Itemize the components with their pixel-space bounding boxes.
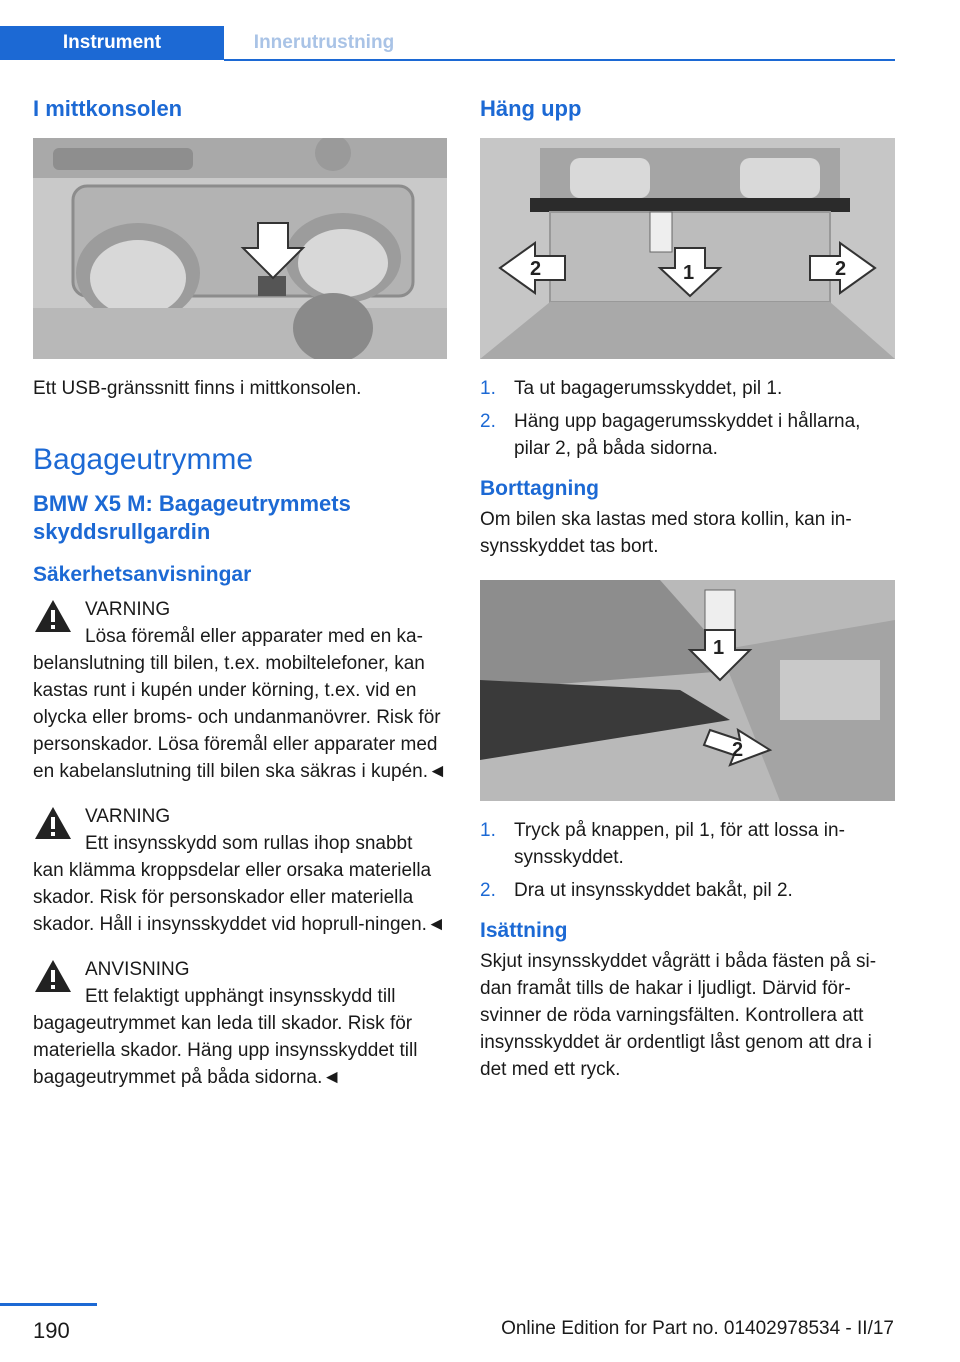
warning-text: belanslutning till bilen, t.ex. mobiltelefoner, kan kastas runt i kupén under körning, t.ex. vid en olycka eller broms- och undanmanövrer. Risk för personskador. Lösa föremål eller apparater med en kabelanslutning till bilen ska säkras i kupén.◄ (33, 653, 447, 782)
page-number: 190 (33, 1318, 70, 1343)
console-heading: I mittkonsolen (33, 96, 183, 121)
left-column (33, 96, 447, 1109)
remove-text: Om bilen ska lastas med stora kollin, kan in-synsskyddet tas bort. (480, 509, 852, 557)
notice-block (33, 956, 447, 1091)
console-usb-figure (33, 138, 447, 359)
tab-instrument[interactable]: Instrument (0, 26, 224, 60)
warning-label: VARNING (85, 806, 171, 827)
tab-innerutrustning[interactable]: Innerutrustning (253, 32, 395, 53)
console-text: Ett USB-gränssnitt finns i mittkonsolen. (33, 378, 362, 399)
right-column (480, 96, 895, 1083)
warning-triangle-icon (33, 805, 73, 841)
notice-label: ANVISNING (85, 959, 190, 980)
footer-rule (0, 1303, 97, 1306)
notice-text-first: Ett felaktigt upphängt insynsskydd till (85, 986, 396, 1007)
warning-label: VARNING (85, 599, 171, 620)
warning-text-first: Lösa föremål eller apparater med en ka- (85, 626, 423, 647)
warning-triangle-icon (33, 598, 73, 634)
remove-steps (480, 817, 895, 904)
fig-arrow-label: 1 (713, 637, 725, 659)
hang-steps (480, 375, 895, 462)
warning-text-first: Ett insynsskydd som rullas ihop snabbt (85, 833, 413, 854)
edition-note: Online Edition for Part no. 01402978534 - II/17 (501, 1318, 894, 1339)
list-item: 1. Ta ut bagagerumsskyddet, pil 1. (480, 378, 783, 399)
list-item: 2. Dra ut insynsskyddet bakåt, pil 2. (480, 880, 793, 901)
warning-block (33, 803, 447, 938)
insert-heading: Isättning (480, 919, 568, 942)
notice-text: bagageutrymmet kan leda till skador. Risk för materiella skador. Häng upp insynsskyddet till bagageutrymmet på båda sidorna.◄ (33, 1013, 418, 1088)
remove-cover-figure (480, 580, 895, 801)
fig-arrow-label: 2 (530, 258, 542, 280)
warning-triangle-icon (33, 958, 73, 994)
fig-arrow-label: 2 (732, 739, 744, 761)
insert-text: Skjut insynsskyddet vågrätt i båda fästen på si-dan framåt tills de hakar i ljudligt. Därvid för-svinner de röda varningsfälten. Kontrollera att insynsskyddet är ordentligt låst genom att dra i det med ett ryck. (480, 951, 877, 1080)
chapter-tabs (0, 26, 895, 62)
hang-cover-figure (480, 138, 895, 359)
remove-heading: Borttagning (480, 477, 599, 500)
fig-arrow-label: 2 (835, 258, 847, 280)
subsection-heading: BMW X5 M: Bagageutrymmets skyddsrullgardin (33, 491, 351, 544)
warning-text: kan klämma kroppsdelar eller orsaka materiella skador. Risk för personskador eller materiella skador. Håll i insynsskyddet vid hoprull-ningen.◄ (33, 860, 446, 935)
warning-block (33, 596, 447, 785)
header-rule (224, 59, 895, 61)
list-item: 1. Tryck på knappen, pil 1, för att lossa in-synsskyddet. (480, 820, 845, 868)
hang-heading: Häng upp (480, 96, 582, 121)
list-item: 2. Häng upp bagagerumsskyddet i hållarna, pilar 2, på båda sidorna. (480, 411, 861, 459)
section-heading-bagageutrymme: Bagageutrymme (33, 443, 254, 476)
fig-arrow-label: 1 (683, 262, 695, 284)
safety-heading: Säkerhetsanvisningar (33, 563, 252, 586)
